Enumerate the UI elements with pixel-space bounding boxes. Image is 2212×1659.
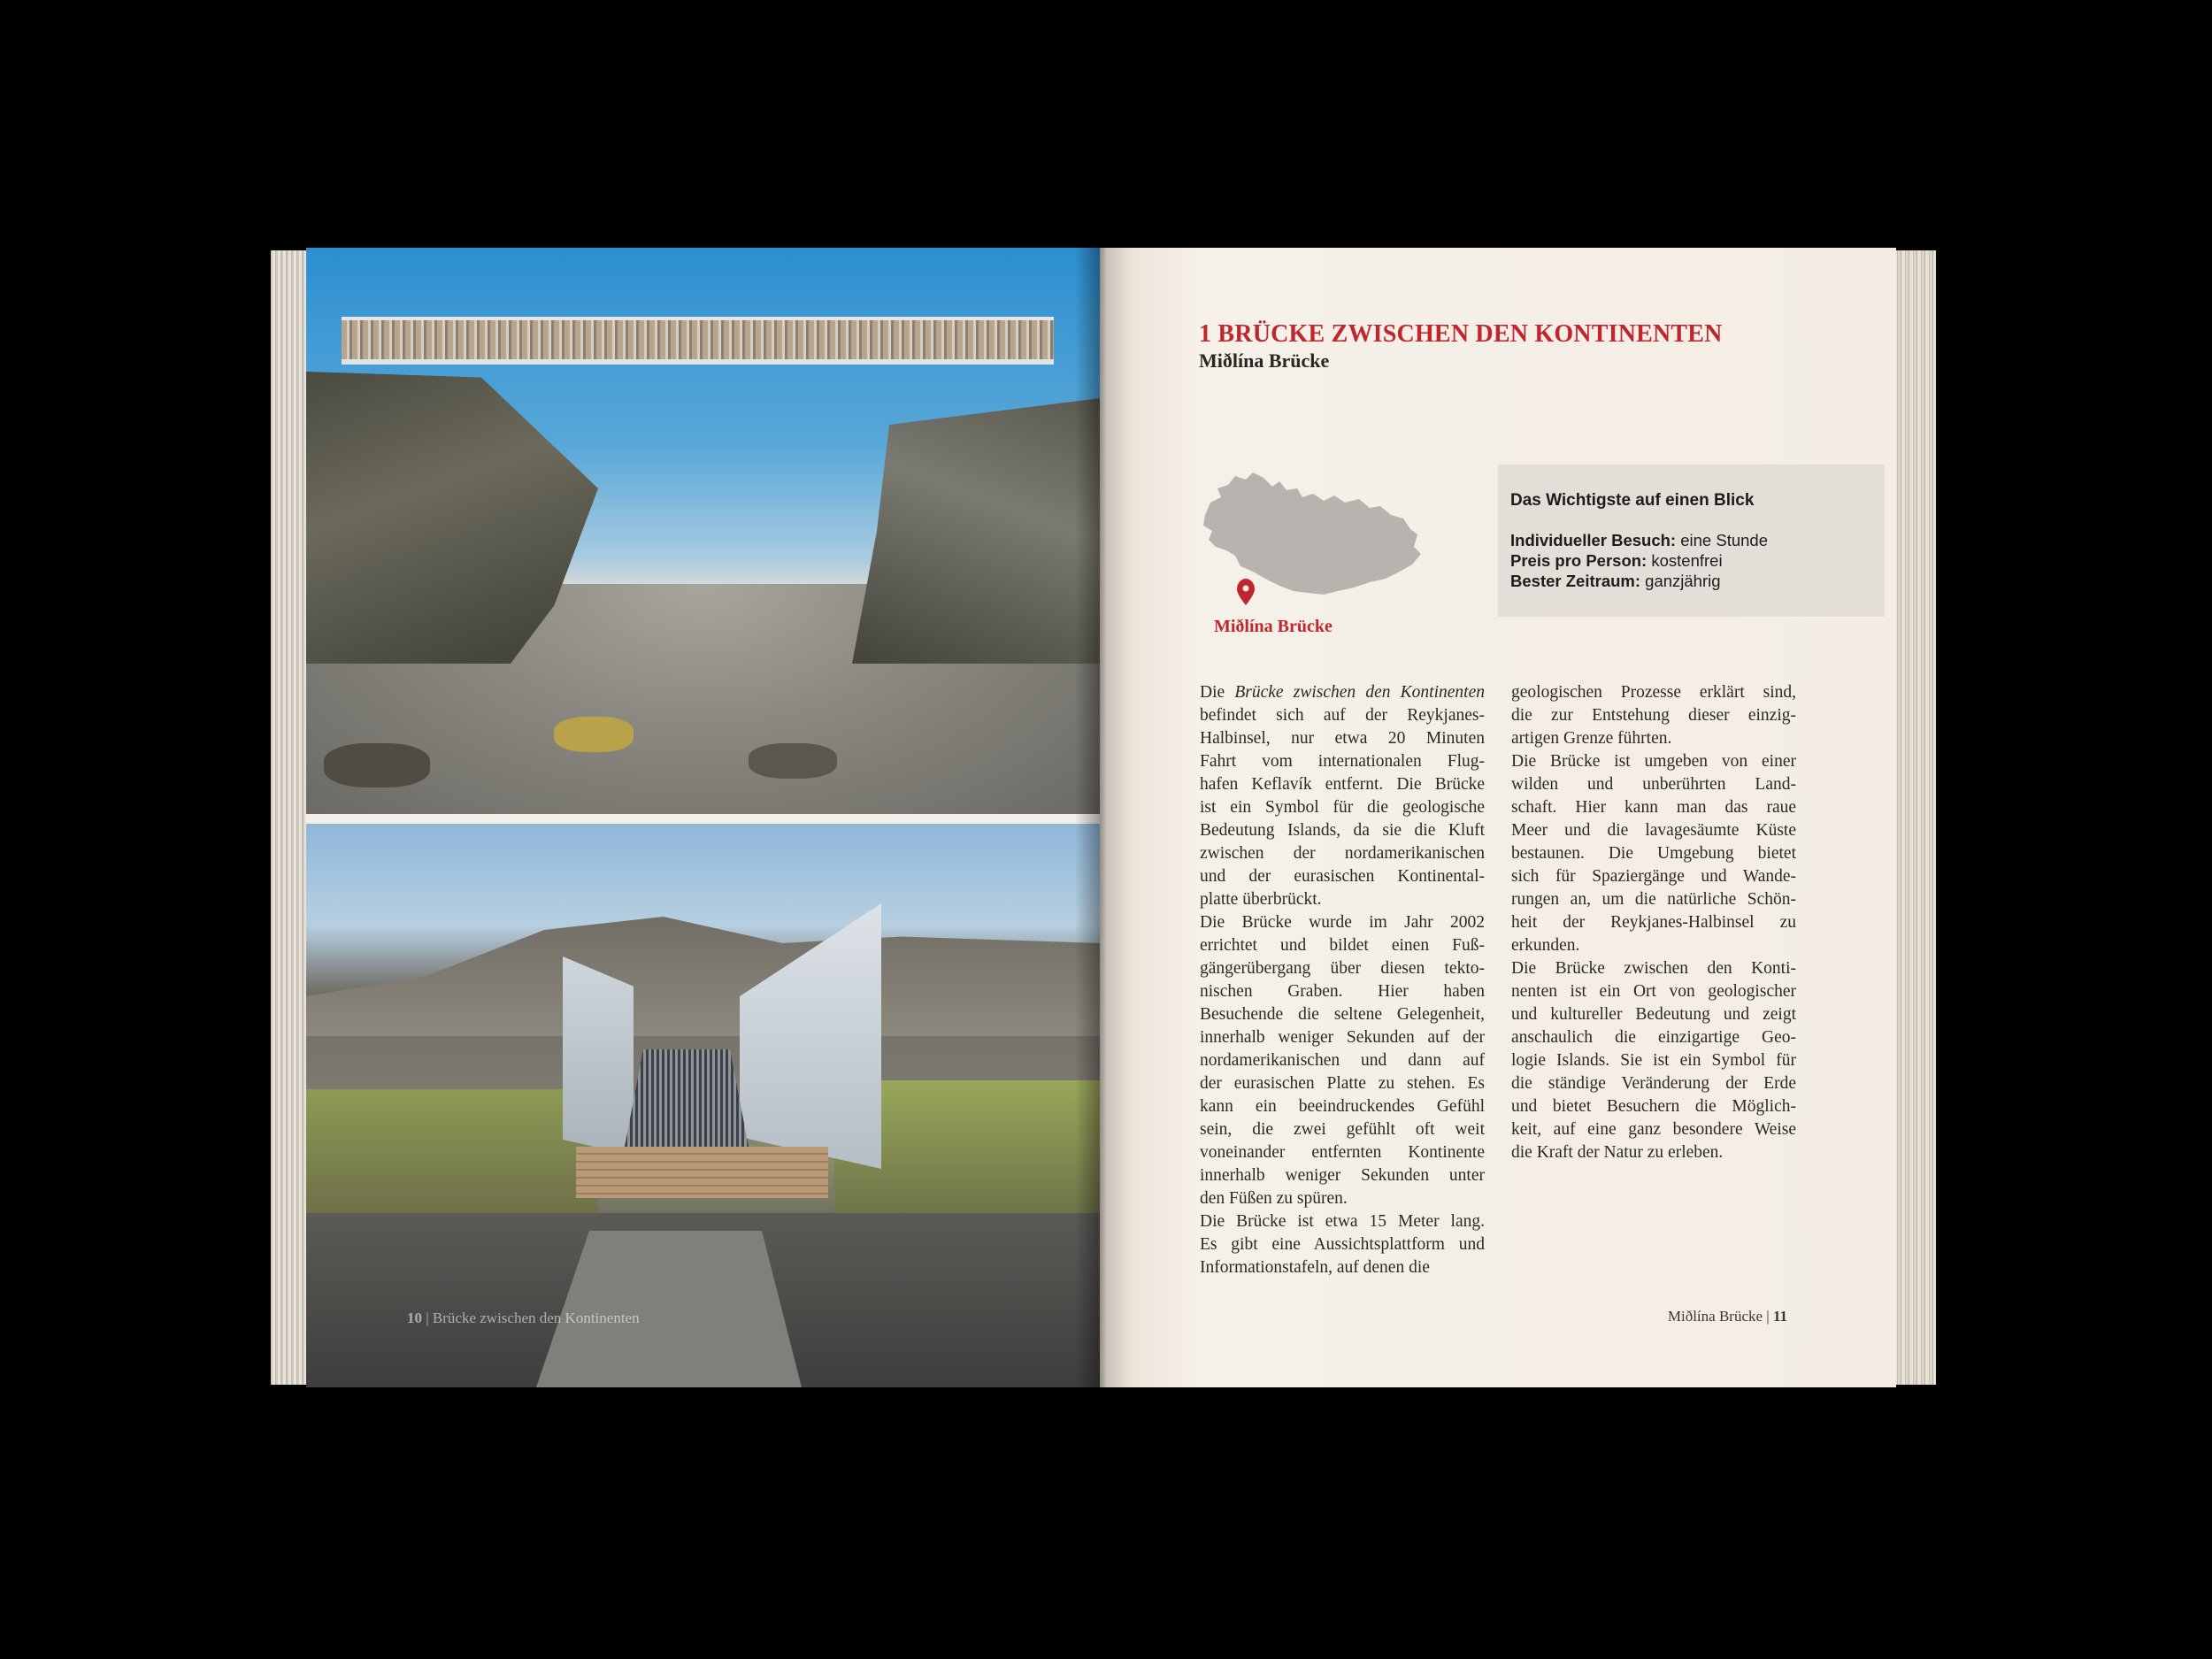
text-line: nenten ist ein Ort von geologischer — [1511, 982, 1796, 1001]
text-line: Halbinsel, nur etwa 20 Minuten — [1200, 729, 1485, 748]
text-line: Es gibt eine Aussichtsplattform und — [1200, 1235, 1485, 1254]
text-line: rungen an, um die natürliche Schön- — [1511, 890, 1796, 909]
text-line: die zur Entstehung dieser einzig- — [1511, 706, 1796, 725]
text-line: und der eurasischen Kontinental- — [1200, 867, 1485, 886]
text-line: Die Brücke ist umgeben von einer — [1511, 752, 1796, 771]
text-line: Fahrt vom internationalen Flug- — [1200, 752, 1485, 771]
text-line: Die Brücke zwischen den Konti- — [1511, 959, 1796, 978]
info-row-price: Preis pro Person: kostenfrei — [1510, 551, 1723, 570]
left-running-head: Brücke zwischen den Kontinenten — [432, 1310, 640, 1326]
text-line: sich für Spaziergänge und Wande- — [1511, 867, 1796, 886]
text-line: voneinander entfernten Kontinente — [1200, 1143, 1485, 1162]
text-line: nordamerikanischen und dann auf — [1200, 1051, 1485, 1070]
right-folio: Miðlína Brücke | 11 — [1667, 1308, 1787, 1325]
text-line: platte überbrückt. — [1200, 890, 1322, 909]
text-line: hafen Keflavík entfernt. Die Brücke — [1200, 775, 1485, 794]
text-line: nischen Graben. Hier haben — [1200, 982, 1485, 1001]
text-line: anschaulich die einzigartige Geo- — [1511, 1028, 1796, 1047]
text-line: der eurasischen Platte zu stehen. Es — [1200, 1074, 1485, 1093]
text-line: innerhalb weniger Sekunden auf der — [1200, 1028, 1485, 1047]
text-line: Informationstafeln, auf denen die — [1200, 1258, 1430, 1277]
map-location-label: Miðlína Brücke — [1214, 617, 1333, 636]
text-line: ist ein Symbol für die geologische — [1200, 798, 1485, 817]
text-line: den Füßen zu spüren. — [1200, 1189, 1348, 1208]
text-line: die ständige Veränderung der Erde — [1511, 1074, 1796, 1093]
info-box-title: Das Wichtigste auf einen Blick — [1510, 491, 1755, 510]
right-page-edges — [1893, 250, 1936, 1385]
iceland-shape — [1203, 472, 1421, 595]
text-line: Bedeutung Islands, da sie die Kluft — [1200, 821, 1485, 840]
text-line: innerhalb weniger Sekunden unter — [1200, 1166, 1485, 1185]
right-page-number: 11 — [1772, 1308, 1787, 1325]
bridge-structure — [342, 317, 1054, 365]
text-line: artigen Grenze führten. — [1511, 729, 1672, 748]
text-line: sein, die zwei gefühlt oft weit — [1200, 1120, 1485, 1139]
text-line: erkunden. — [1511, 936, 1580, 955]
info-row-visit: Individueller Besuch: eine Stunde — [1510, 531, 1769, 549]
text-line: schaft. Hier kann man das raue — [1511, 798, 1796, 817]
photo-bridge-entrance — [306, 824, 1100, 1387]
text-line: befindet sich auf der Reykjanes- — [1200, 706, 1485, 725]
text-line: keit, auf eine ganz besondere Weise — [1511, 1120, 1796, 1139]
text-line: und bietet Besuchern die Möglich- — [1511, 1097, 1796, 1116]
text-line: Besuchende die seltene Gelegenheit, — [1200, 1005, 1485, 1024]
text-line: und kultureller Bedeutung und zeigt — [1511, 1005, 1796, 1024]
body-text-column-1 — [1200, 681, 1485, 1279]
left-page-edges — [271, 250, 306, 1385]
chapter-subtitle: Miðlína Brücke — [1199, 349, 1330, 372]
text-line: gängerübergang über diesen tekto- — [1200, 959, 1485, 978]
text-line: errichtet und bildet einen Fuß- — [1200, 936, 1485, 955]
left-page-number: 10 — [407, 1310, 422, 1326]
location-pin-icon — [1237, 579, 1255, 605]
text-line: die Kraft der Natur zu erleben. — [1511, 1143, 1724, 1162]
text-line: zwischen der nordamerikanischen — [1200, 844, 1485, 863]
text-line: geologischen Prozesse erklärt sind, — [1511, 683, 1796, 702]
text-line: bestaunen. Die Umgebung bietet — [1511, 844, 1796, 863]
right-running-head: Miðlína Brücke — [1667, 1308, 1763, 1325]
text-line: kann ein beeindruckendes Gefühl — [1200, 1097, 1485, 1116]
chapter-title: 1 BRÜCKE ZWISCHEN DEN KONTINENTEN — [1199, 320, 1723, 348]
body-text-column-2 — [1511, 681, 1796, 1164]
text-line: Meer und die lavagesäumte Küste — [1511, 821, 1796, 840]
text-line: Die Brücke zwischen den Kontinenten — [1200, 683, 1485, 702]
photo-bridge-rift — [306, 248, 1100, 814]
text-line: heit der Reykjanes-Halbinsel zu — [1511, 913, 1796, 932]
left-folio: 10 | Brücke zwischen den Kontinenten — [407, 1310, 640, 1326]
text-line: Die Brücke ist etwa 15 Meter lang. — [1200, 1212, 1485, 1231]
text-line: Die Brücke wurde im Jahr 2002 — [1200, 913, 1485, 932]
left-page — [306, 248, 1100, 1387]
text-line: wilden und unberührten Land- — [1511, 775, 1796, 794]
iceland-map — [1194, 469, 1442, 619]
text-line: logie Islands. Sie ist ein Symbol für — [1511, 1051, 1796, 1070]
info-row-season: Bester Zeitraum: ganzjährig — [1510, 572, 1721, 590]
